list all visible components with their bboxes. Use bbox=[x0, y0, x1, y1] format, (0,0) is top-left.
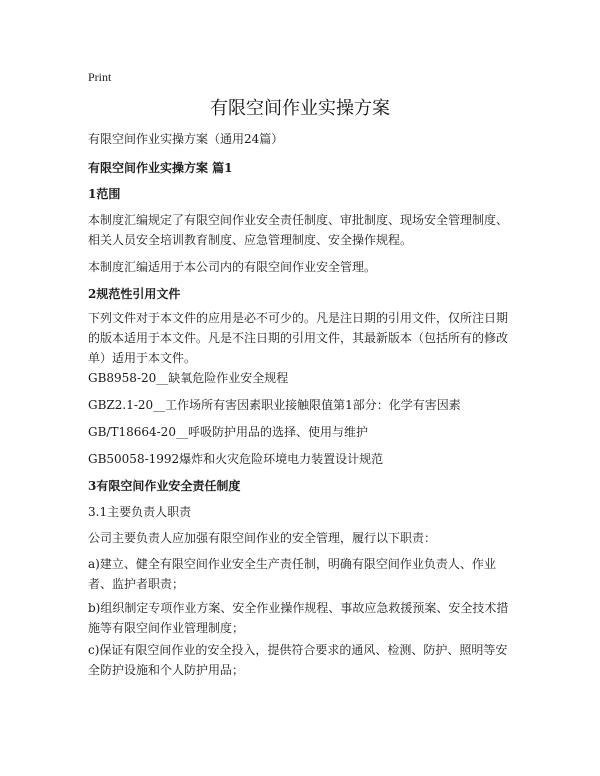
document-title: 有限空间作业实操方案 bbox=[210, 98, 390, 119]
chapter-heading: 有限空间作业实操方案 篇1 bbox=[88, 161, 233, 175]
reference-item: GB50058-1992爆炸和火灾危险环境电力装置设计规范 bbox=[88, 452, 384, 466]
section-3-subheading: 3.1主要负责人职责 bbox=[88, 505, 192, 519]
reference-item: GB8958-20__缺氧危险作业安全规程 bbox=[88, 371, 289, 385]
section-2-paragraph: 下列文件对于本文件的应用是必不可少的。凡是注日期的引用文件，仅所注日期的版本适用于本文件。凡是不注日期的引用文件，其最新版本（包括所有的修改单）适用于本文件。 bbox=[88, 311, 509, 365]
reference-item: GB/T18664-20__呼吸防护用品的选择、使用与维护 bbox=[88, 425, 368, 439]
list-item: a)建立、健全有限空间作业安全生产责任制，明确有限空间作业负责人、作业者、监护者职责； bbox=[88, 557, 496, 591]
section-1-paragraph: 本制度汇编适用于本公司内的有限空间作业安全管理。 bbox=[88, 260, 377, 274]
list-item: c)保证有限空间作业的安全投入，提供符合要求的通风、检测、防护、照明等安全防护设施和个人防护用品； bbox=[88, 643, 508, 677]
print-label: Print bbox=[88, 70, 112, 84]
section-3-heading: 3有限空间作业安全责任制度 bbox=[88, 479, 241, 493]
section-2-heading: 2规范性引用文件 bbox=[88, 287, 181, 301]
section-3-paragraph: 公司主要负责人应加强有限空间作业的安全管理，履行以下职责： bbox=[88, 531, 437, 545]
document-subtitle: 有限空间作业实操方案（通用24篇） bbox=[88, 132, 284, 146]
section-1-paragraph: 本制度汇编规定了有限空间作业安全责任制度、审批制度、现场安全管理制度、相关人员安全培训教育制度、应急管理制度、安全操作规程。 bbox=[88, 213, 509, 247]
section-1-heading: 1范围 bbox=[88, 187, 121, 201]
list-item: b)组织制定专项作业方案、安全作业操作规程、事故应急救援预案、安全技术措施等有限空间作业管理制度； bbox=[88, 601, 509, 635]
reference-item: GBZ2.1-20__工作场所有害因素职业接触限值第1部分：化学有害因素 bbox=[88, 398, 461, 412]
